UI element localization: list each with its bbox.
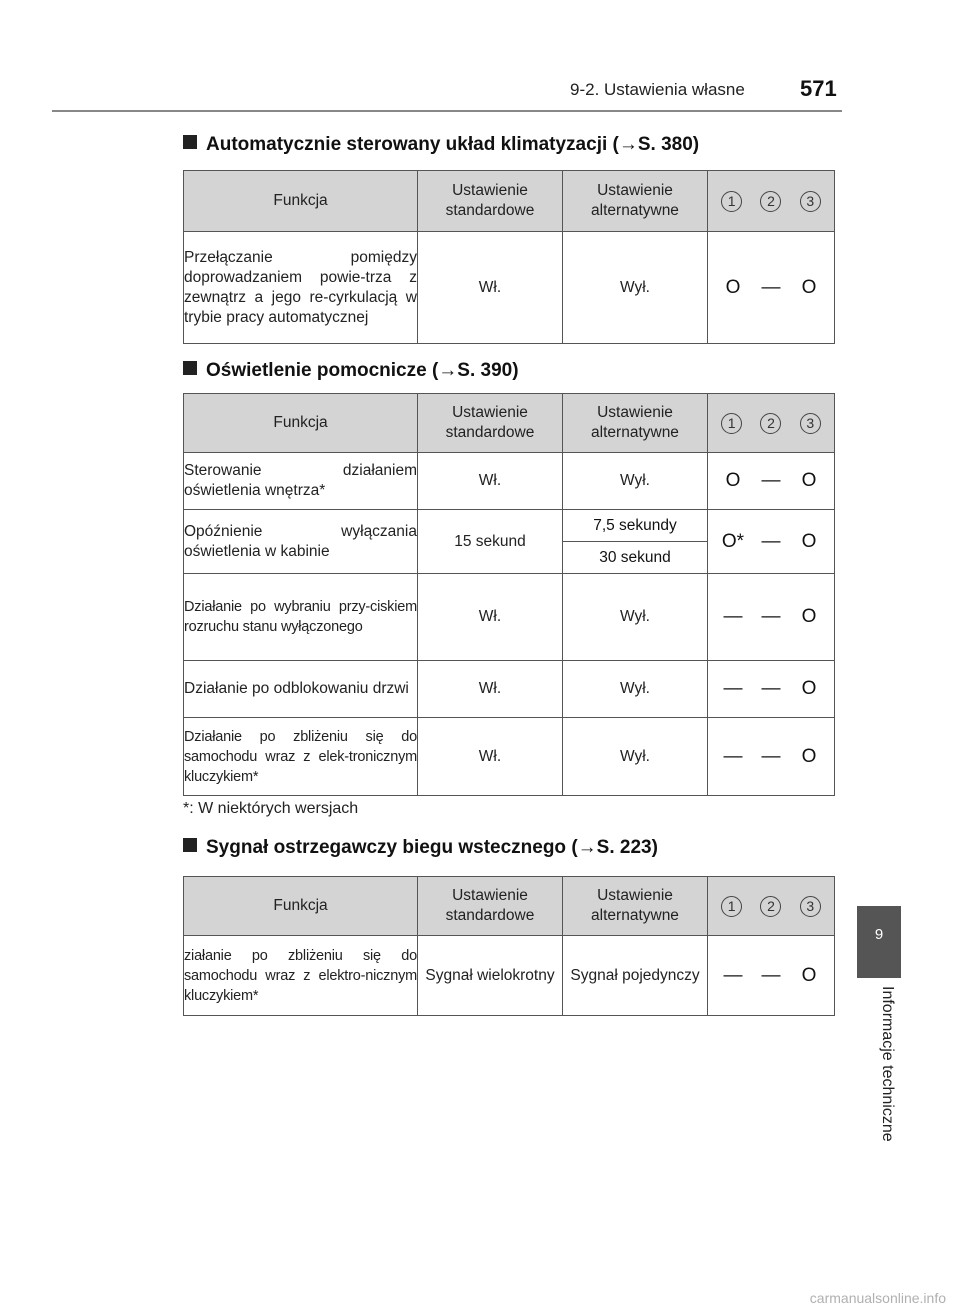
col-header-function: Funkcja bbox=[184, 171, 418, 232]
function-cell: Działanie po wybraniu przy-ciskiem rozruchu stanu wyłączonego bbox=[184, 574, 418, 661]
alternative-cell bbox=[563, 510, 708, 574]
col-header-default: Ustawienie standardowe bbox=[418, 394, 563, 453]
alternative-cell: Wył. bbox=[563, 574, 708, 661]
mark-3: O bbox=[801, 745, 817, 767]
col-header-function: Funkcja bbox=[184, 877, 418, 936]
function-cell: Działanie po zbliżeniu się do samochodu wraz z elek-tronicznym kluczykiem* bbox=[184, 718, 418, 796]
table-climate bbox=[183, 170, 835, 344]
table-row bbox=[184, 718, 835, 796]
circle-2-icon: 2 bbox=[760, 896, 781, 917]
table-row bbox=[184, 510, 835, 574]
bullet-square-icon bbox=[183, 135, 197, 149]
default-cell: Wł. bbox=[418, 718, 563, 796]
table-reverse-signal bbox=[183, 876, 835, 1016]
table-row bbox=[184, 232, 835, 344]
default-cell: Wł. bbox=[418, 453, 563, 510]
page-header bbox=[0, 0, 960, 120]
mark-1: — bbox=[723, 678, 743, 699]
mark-2: — bbox=[761, 606, 781, 627]
function-cell: Sterowanie działaniem oświetlenia wnętrza* bbox=[184, 453, 418, 510]
default-cell: Wł. bbox=[418, 574, 563, 661]
col-header-function: Funkcja bbox=[184, 394, 418, 453]
mark-1: O bbox=[725, 276, 741, 298]
circle-3-icon: 3 bbox=[800, 413, 821, 434]
section-title-lighting: Oświetlenie pomocnicze (→S. 390) bbox=[183, 360, 519, 382]
mark-1: O bbox=[725, 470, 741, 491]
col-header-nums bbox=[708, 877, 835, 936]
bullet-square-icon bbox=[183, 838, 197, 852]
options-cell bbox=[708, 661, 835, 718]
header-rule bbox=[52, 110, 842, 112]
table-row bbox=[184, 661, 835, 718]
col-header-nums bbox=[708, 394, 835, 453]
alternative-option: 30 sekund bbox=[599, 549, 671, 566]
mark-2: — bbox=[761, 678, 781, 699]
col-header-default: Ustawienie standardowe bbox=[418, 171, 563, 232]
alternative-option: 7,5 sekundy bbox=[563, 510, 707, 542]
mark-1: — bbox=[723, 745, 743, 767]
default-cell: Sygnał wielokrotny bbox=[418, 936, 563, 1016]
col-header-alternative: Ustawienie alternatywne bbox=[563, 394, 708, 453]
col-header-alternative: Ustawienie alternatywne bbox=[563, 171, 708, 232]
options-cell bbox=[708, 453, 835, 510]
options-cell bbox=[708, 232, 835, 344]
alternative-cell: Wył. bbox=[563, 453, 708, 510]
alternative-cell: Wył. bbox=[563, 232, 708, 344]
default-cell: Wł. bbox=[418, 661, 563, 718]
function-cell: Opóźnienie wyłączania oświetlenia w kabinie bbox=[184, 510, 418, 574]
chapter-number: 9 bbox=[874, 926, 884, 943]
default-cell: 15 sekund bbox=[418, 510, 563, 574]
circle-1-icon: 1 bbox=[721, 896, 742, 917]
table-lighting bbox=[183, 393, 835, 796]
chapter-label: Informacje techniczne bbox=[879, 986, 896, 1142]
bullet-square-icon bbox=[183, 361, 197, 375]
table-row bbox=[184, 574, 835, 661]
mark-2: — bbox=[761, 964, 781, 986]
mark-3: O bbox=[801, 276, 817, 298]
mark-1: — bbox=[723, 964, 743, 986]
mark-3: O bbox=[801, 530, 817, 552]
mark-2: — bbox=[761, 530, 781, 552]
mark-2: — bbox=[761, 470, 781, 491]
col-header-default: Ustawienie standardowe bbox=[418, 877, 563, 936]
alternative-cell: Wył. bbox=[563, 718, 708, 796]
options-cell bbox=[708, 510, 835, 574]
function-cell: ziałanie po zbliżeniu się do samochodu wraz z elektro-nicznym kluczykiem* bbox=[184, 936, 418, 1016]
mark-3: O bbox=[801, 606, 817, 627]
function-cell: Działanie po odblokowaniu drzwi bbox=[184, 661, 418, 718]
default-cell: Wł. bbox=[418, 232, 563, 344]
alternative-cell: Wył. bbox=[563, 661, 708, 718]
mark-3: O bbox=[801, 678, 817, 699]
section-title-reverse-signal: Sygnał ostrzegawczy biegu wstecznego (→S. 223) bbox=[183, 837, 658, 859]
section-title-climate: Automatycznie sterowany układ klimatyzacji (→S. 380) bbox=[183, 134, 699, 156]
col-header-alternative: Ustawienie alternatywne bbox=[563, 877, 708, 936]
mark-2: — bbox=[761, 745, 781, 767]
circle-1-icon: 1 bbox=[721, 191, 742, 212]
footnote: *: W niektórych wersjach bbox=[183, 800, 359, 817]
options-cell bbox=[708, 936, 835, 1016]
function-cell: Przełączanie pomiędzy doprowadzaniem powie-trza z zewnątrz a jego re-cyrkulacją w trybie pracy automatycznej bbox=[184, 232, 418, 344]
circle-3-icon: 3 bbox=[800, 896, 821, 917]
mark-3: O bbox=[801, 470, 817, 491]
options-cell bbox=[708, 718, 835, 796]
table-row bbox=[184, 453, 835, 510]
circle-3-icon: 3 bbox=[800, 191, 821, 212]
page-number: 571 bbox=[800, 76, 837, 101]
mark-1: O* bbox=[721, 530, 745, 552]
section-heading: 9-2. Ustawienia własne bbox=[570, 80, 745, 99]
circle-2-icon: 2 bbox=[760, 191, 781, 212]
mark-1: — bbox=[723, 606, 743, 627]
alternative-cell: Sygnał pojedynczy bbox=[563, 936, 708, 1016]
mark-3: O bbox=[801, 964, 817, 986]
watermark: carmanualsonline.info bbox=[809, 1290, 946, 1306]
table-row bbox=[184, 936, 835, 1016]
mark-2: — bbox=[761, 276, 781, 298]
options-cell bbox=[708, 574, 835, 661]
circle-2-icon: 2 bbox=[760, 413, 781, 434]
col-header-nums bbox=[708, 171, 835, 232]
circle-1-icon: 1 bbox=[721, 413, 742, 434]
